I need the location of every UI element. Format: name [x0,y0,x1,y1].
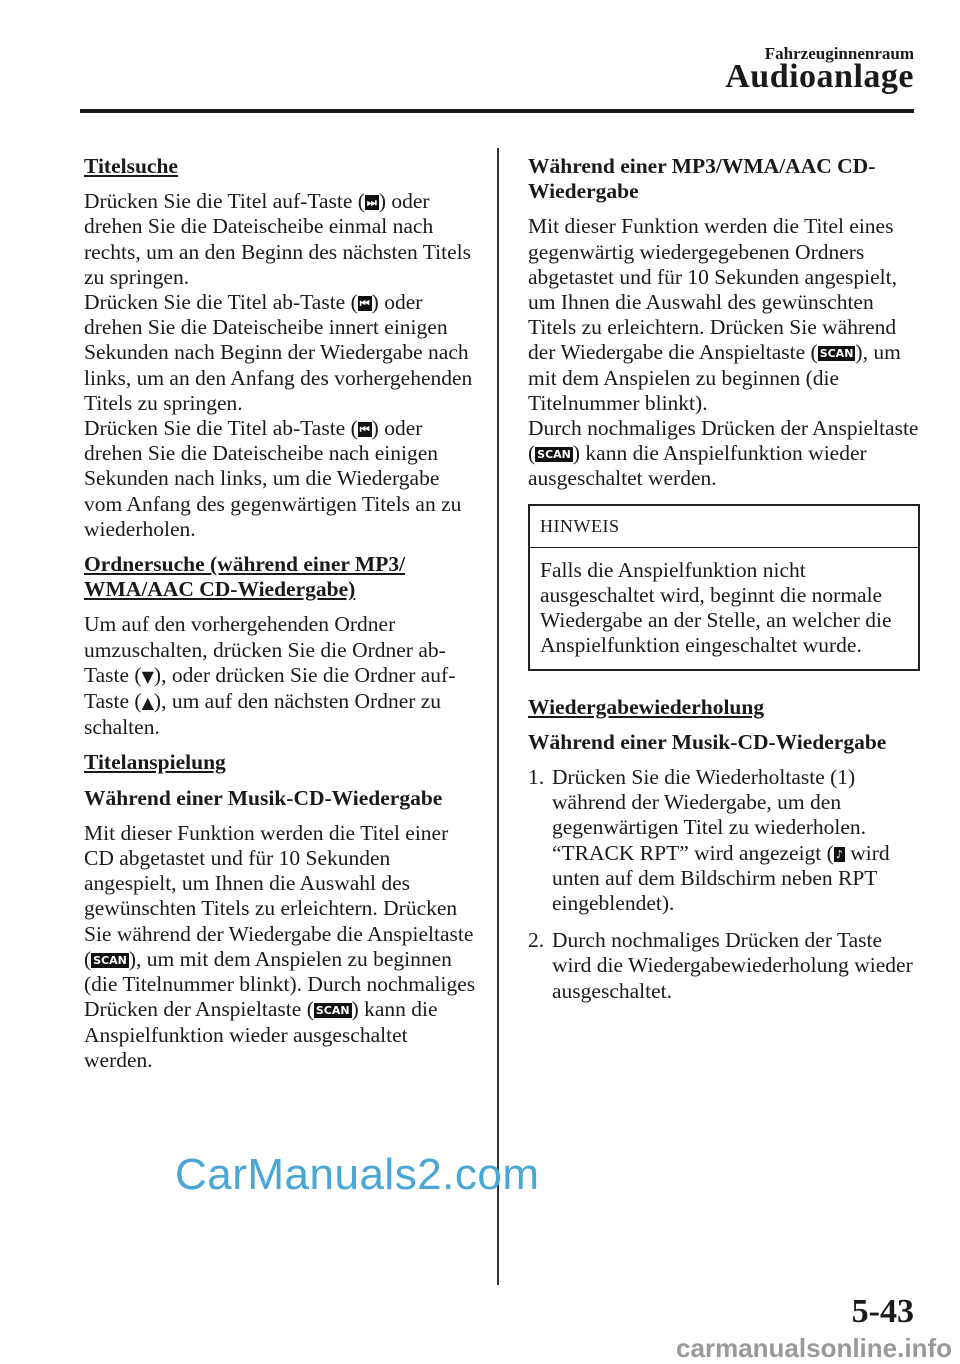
musik-cd-heading: Während einer Musik-CD-Wiedergabe [84,785,443,810]
header-rule [80,109,914,113]
scan-icon: SCAN [315,1004,350,1018]
scan-icon: SCAN [819,347,854,361]
prev-track-icon: ⏮ [359,423,370,437]
mp3-scan-text: Mit dieser Funktion werden die Titel eines gegenwärtig wiedergegebenen Ordners abgetastet und für 10 Sekunden angespielt, um Ihnen die Auswahl des gewünschten Titels zu erleichtern. Drücken Sie während der Wiedergabe die Anspieltaste ( SCAN), um mit dem Anspielen zu beginnen (die Titelnummer blinkt). Durch nochmaliges Drücken der Anspieltaste ( SCAN) kann die Anspielfunktion wieder ausgeschaltet werden. [528,214,919,491]
watermark: CarManuals2.com [175,1150,540,1199]
scan-icon: SCAN [93,953,127,967]
musik-cd-scan-text: Mit dieser Funktion werden die Titel einer CD abgetastet und für 10 Sekunden angespielt, um Ihnen die Auswahl des gewünschten Titels zu erleichtern. Drücken Sie während der Wiedergabe die Anspieltaste ( SCAN), um mit dem Anspielen zu beginnen (die Titelnummer blinkt). Durch nochmaliges Drücken der Anspieltaste ( SCAN) kann die Anspielfunktion wieder ausgeschaltet werden. [84,820,476,1072]
repeat-steps [528,765,920,1004]
titelanspielung-heading: Titelanspielung [84,750,226,775]
titelsuche-heading: Titelsuche [84,154,178,178]
next-track-icon: ⏭ [366,196,377,210]
note-body: Falls die Anspielfunktion nicht ausgeschaltet wird, beginnt die normale Wiedergabe an der Stelle, an welcher die Anspielfunktion eingeschaltet wurde. [540,557,892,658]
folder-up-icon: ▲ [141,693,154,713]
ordnersuche-heading: Ordnersuche (während einer MP3/ WMA/AAC CD-Wiedergabe) [84,552,406,602]
mp3-heading: Während einer MP3/WMA/AAC CD-Wiedergabe [528,154,876,204]
note-box [528,504,920,671]
ordnersuche-text: Um auf den vorhergehenden Ordner umzuschalten, drücken Sie die Ordner ab-Taste (▼), oder drücken Sie die Ordner auf-Taste (▲), um auf den nächsten Ordner zu schalten. [84,612,456,740]
note-title: HINWEIS [530,506,918,548]
musik-cd-heading: Während einer Musik-CD-Wiedergabe [528,729,887,754]
list-item: 2. Durch nochmaliges Drücken der Taste wird die Wiedergabewiederholung wieder ausgeschaltet. [528,928,913,1003]
column-divider [497,148,499,1285]
prev-track-icon: ⏮ [359,297,370,311]
header-section: Fahrzeuginnenraum [764,44,914,63]
right-column [528,154,920,1016]
footer-url: carmanualsonline.info [676,1333,952,1363]
header-chapter: Audioanlage [725,58,914,95]
left-column [84,154,476,1083]
scan-icon: SCAN [537,448,571,462]
page-number: 5-43 [851,1293,914,1330]
titelsuche-text: Drücken Sie die Titel auf-Taste ( ⏭) oder drehen Sie die Dateischeibe einmal nach rechts, um an den Beginn des nächsten Titels zu springen. Drücken Sie die Titel ab-Taste ( ⏮) oder drehen Sie die Dateischeibe innert einigen Sekunden nach Beginn der Wiedergabe nach links, um an den Anfang des vorhergehenden Titels zu springen. Drücken Sie die Titel ab-Taste ( ⏮) oder drehen Sie die Dateischeibe nach einigen Sekunden nach links, um die Wiedergabe vom Anfang des gegenwärtigen Titels an zu wiederholen. [84,189,473,541]
music-note-icon: ♪ [835,847,843,861]
folder-down-icon: ▼ [141,666,154,686]
wiederholung-heading: Wiedergabewiederholung [528,694,765,719]
list-item: 1. Drücken Sie die Wiederholtaste (1) während der Wiedergabe, um den gegenwärtigen Titel zu wiederholen. “TRACK RPT” wird angezeigt ( ♪ wird unten auf dem Bildschirm neben RPT eingeblendet). [528,765,890,916]
